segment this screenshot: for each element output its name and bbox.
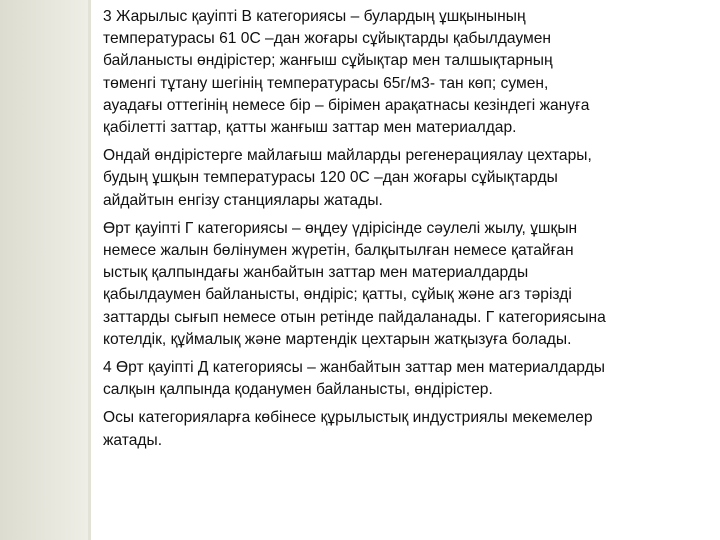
paragraph-category-v: 3 Жарылыс қауіпті В категориясы – булардың ұшқынының температурасы 61 0С –дан жоғары сұйықтарды қабылдаумен байланысты өндірістер; жанғыш сұйықтар мен талшықтарның төменгі тұтану шегінің температурасы 65г/м3- тан көп; сумен, ауадағы оттегінің немесе бір – бірімен арақатнасы кезіндегі жануға қабілетті заттар, қатты жанғыш заттар мен материалдар.	[103, 8, 590, 137]
left-band-edge	[88, 0, 91, 540]
left-decorative-band	[0, 0, 88, 540]
paragraph-category-d: 4 Өрт қауіпті Д категориясы – жанбайтын заттар мен материалдарды салқын қалпында қоданумен байланысты, өндірістер.	[103, 359, 605, 399]
slide-body-text	[103, 6, 703, 458]
paragraph-construction-industry: Осы категорияларға көбінесе құрылыстық индустриялы мекемелер жатады.	[103, 409, 593, 449]
paragraph-category-g: Өрт қауіпті Г категориясы – өңдеу үдірісінде сәулелі жылу, ұшқын немесе жалын бөлінумен жүретін, балқытылған немесе қатайған ыстық қалпындағы жанбайтын заттар мен материалдарды қабылдаумен байланысты, өндіріс; қатты, сұйық және агз тәрізді заттарды сығып немесе отын ретінде пайдаланады. Г категориясына котелдік, құймалық және мартендік цехтарын жатқызуға болады.	[103, 219, 606, 348]
paragraph-regeneration-workshops: Ондай өндірістерге майлағыш майларды регенерациялау цехтары, будың ұшқын температурасы 120 0С –дан жоғары сұйықтарды айдайтын енгізу станциялары жатады.	[103, 147, 592, 209]
